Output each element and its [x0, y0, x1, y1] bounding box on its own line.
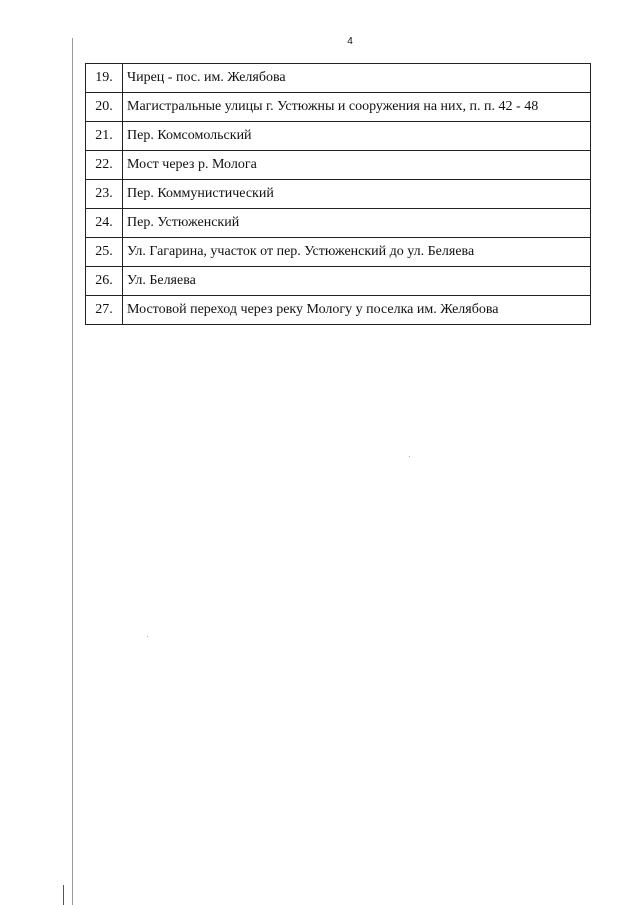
page-number: 4	[347, 36, 353, 47]
scan-speck	[147, 636, 148, 637]
row-name: Пер. Коммунистический	[123, 180, 591, 209]
items-table	[85, 63, 591, 325]
table-row	[86, 122, 591, 151]
table-row	[86, 93, 591, 122]
row-name: Мостовой переход через реку Мологу у поселка им. Желябова	[123, 296, 591, 325]
row-number: 19.	[86, 64, 123, 93]
row-number: 23.	[86, 180, 123, 209]
row-number: 27.	[86, 296, 123, 325]
row-number: 21.	[86, 122, 123, 151]
row-name: Ул. Беляева	[123, 267, 591, 296]
row-number: 25.	[86, 238, 123, 267]
scan-speck	[409, 456, 410, 457]
row-name: Чирец - пос. им. Желябова	[123, 64, 591, 93]
scan-margin-mark	[63, 885, 64, 905]
table-row	[86, 180, 591, 209]
scan-margin-line	[72, 38, 73, 905]
row-number: 24.	[86, 209, 123, 238]
row-name: Магистральные улицы г. Устюжны и сооружения на них, п. п. 42 - 48	[123, 93, 591, 122]
table-row	[86, 267, 591, 296]
row-number: 26.	[86, 267, 123, 296]
table-row	[86, 64, 591, 93]
row-name: Пер. Комсомольский	[123, 122, 591, 151]
row-name: Ул. Гагарина, участок от пер. Устюженский до ул. Беляева	[123, 238, 591, 267]
row-number: 22.	[86, 151, 123, 180]
row-name: Пер. Устюженский	[123, 209, 591, 238]
row-number: 20.	[86, 93, 123, 122]
table-row	[86, 151, 591, 180]
table-row	[86, 296, 591, 325]
table-row	[86, 238, 591, 267]
row-name: Мост через р. Молога	[123, 151, 591, 180]
table-row	[86, 209, 591, 238]
